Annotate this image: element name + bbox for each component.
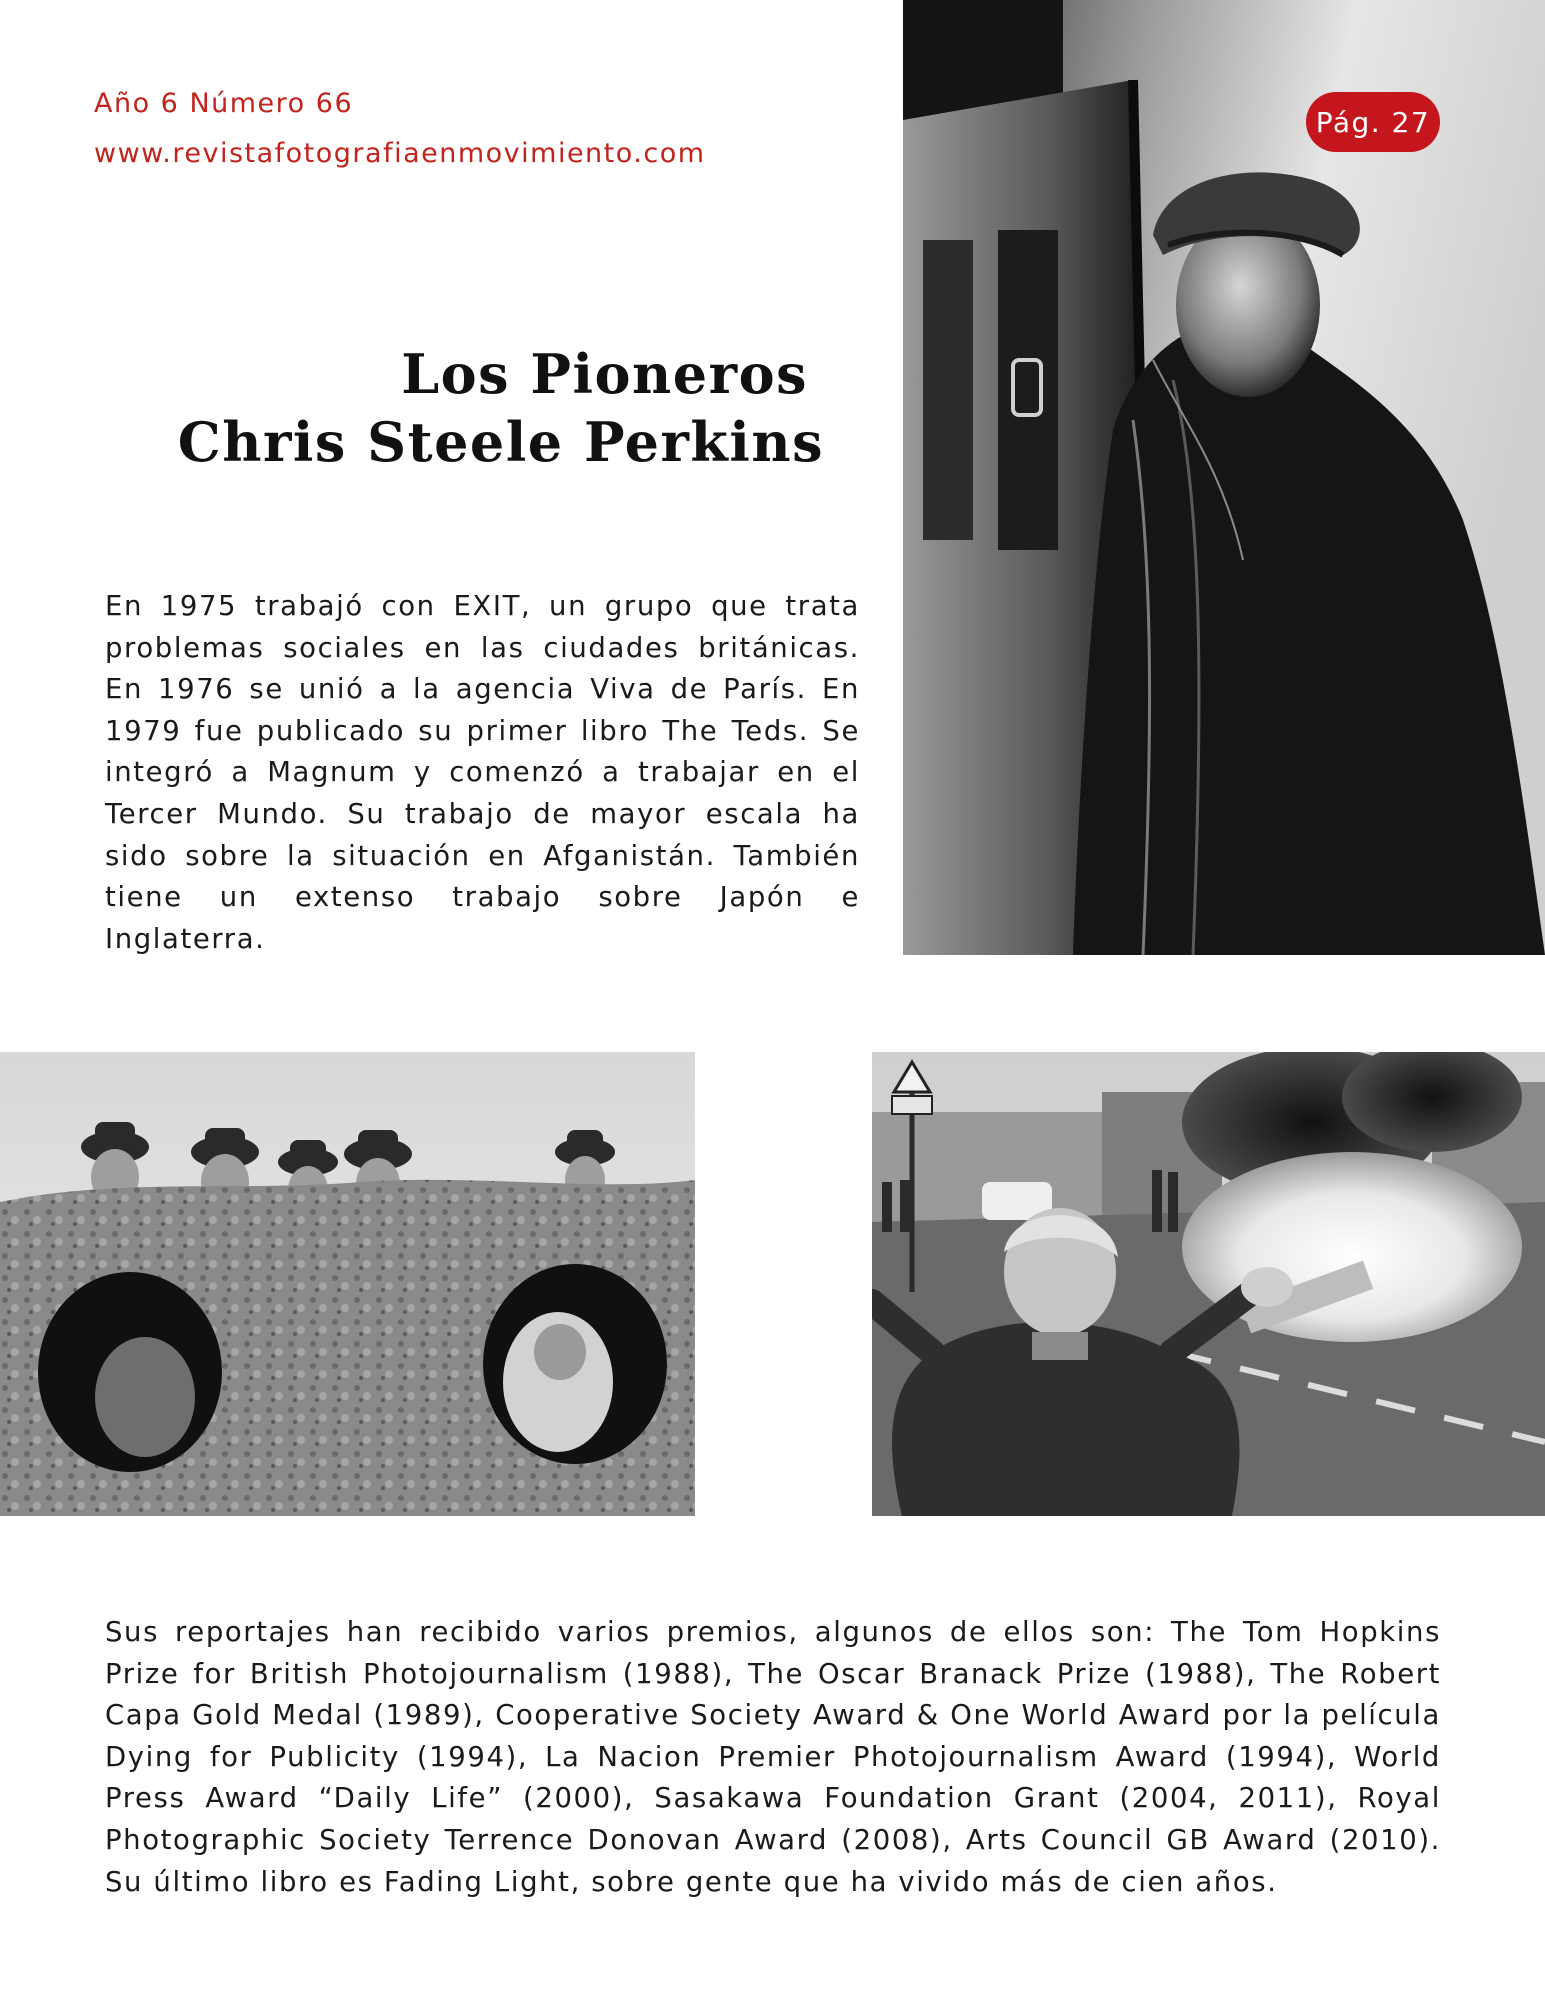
title-line-photographer: Chris Steele Perkins <box>177 410 824 474</box>
website-link[interactable]: www.revistafotografiaenmovimiento.com <box>94 138 706 169</box>
awards-paragraph: Sus reportajes han recibido varios premios, algunos de ellos son: The Tom Hopkins Prize for British Photojournalism (1988), The Oscar Branack Prize (1988), The Robert Capa Gold Medal (1989), Cooperative Society Award & One World Award por la película Dying for Publicity (1994), La Nacion Premier Photojournalism Award (1994), World Press Award “Daily Life” (2000), Sasakawa Foundation Grant (2004, 2011), Royal Photographic Society Terrence Donovan Award (2008), Arts Council GB Award (2010). Su último libro es Fading Light, sobre gente que ha vivido más de cien años. <box>105 1616 1441 1898</box>
intro-paragraph: En 1975 trabajó con EXIT, un grupo que trata problemas sociales en las ciudades británicas. En 1976 se unió a la agencia Viva de París. En 1979 fue publicado su primer libro The Teds. Se integró a Magnum y comenzó a trabajar en el Tercer Mundo. Su trabajo de mayor escala ha sido sobre la situación en Afganistán. También tiene un extenso trabajo sobre Japón e Inglaterra. <box>105 590 860 955</box>
page-number-badge: Pág. 27 <box>1306 92 1440 152</box>
article-title <box>100 340 840 476</box>
photo-boy-street-fire <box>872 1052 1545 1516</box>
photo-children-in-wall <box>0 1052 695 1516</box>
photo-man-at-door <box>903 0 1545 955</box>
issue-number: Año 6 Número 66 <box>94 88 354 119</box>
title-line-series: Los Pioneros <box>401 342 808 406</box>
